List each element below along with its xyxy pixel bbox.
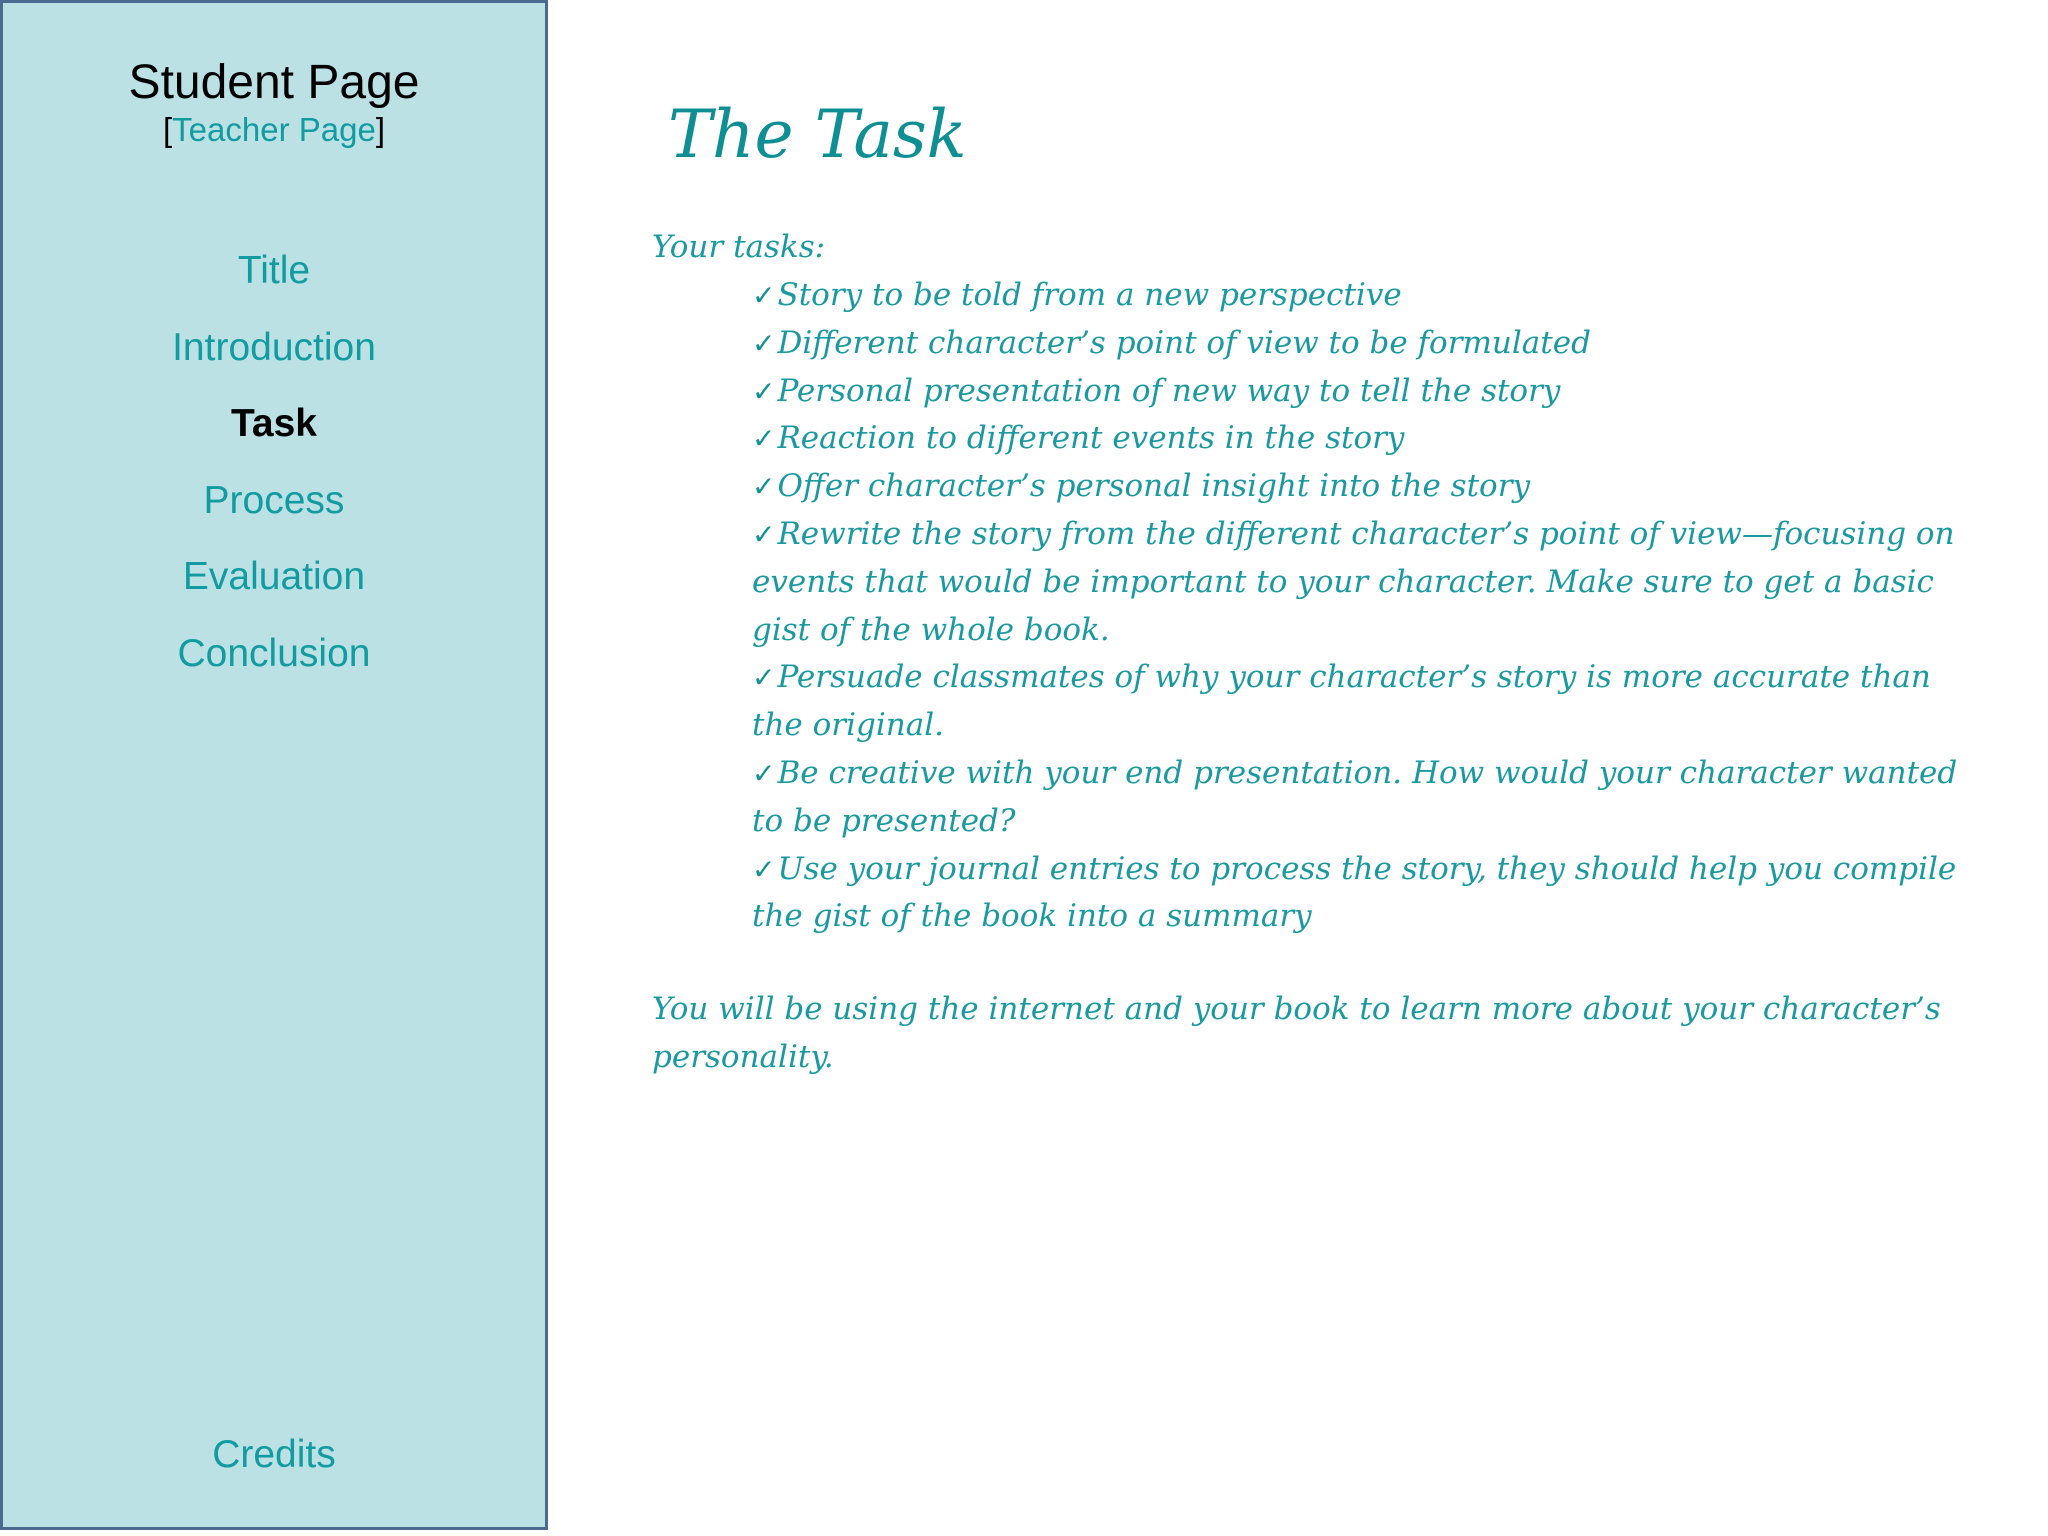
checkmark-icon: ✓ — [752, 756, 776, 790]
teacher-page-line — [3, 111, 545, 149]
list-item — [752, 654, 1982, 750]
task-text: Different character’s point of view to be formulated — [777, 324, 1591, 361]
task-text: Persuade classmates of why your character’s story is more accurate than the original. — [752, 659, 1931, 744]
checkmark-icon: ✓ — [752, 852, 776, 886]
checkmark-icon: ✓ — [752, 517, 776, 551]
task-text: Offer character’s personal insight into the story — [777, 468, 1531, 505]
task-text: Reaction to different events in the story — [777, 420, 1405, 457]
task-text: Rewrite the story from the different character’s point of view—focusing on events that would be important to your character. Make sure to get a basic gist of the whole book. — [752, 515, 1955, 648]
task-text: Use your journal entries to process the story, they should help you compile the gist of the book into a summary — [752, 850, 1957, 935]
task-text: Be creative with your end presentation. How would your character wanted to be presented? — [752, 754, 1958, 839]
checkmark-icon: ✓ — [752, 661, 776, 695]
section-nav — [3, 233, 545, 692]
list-item — [752, 511, 1982, 654]
list-item — [752, 368, 1982, 416]
task-list — [752, 272, 1982, 941]
checkmark-icon: ✓ — [752, 374, 776, 408]
tasks-intro: Your tasks: — [652, 229, 826, 265]
nav-item-introduction[interactable]: Introduction — [172, 325, 376, 369]
nav-item-credits[interactable]: Credits — [212, 1433, 336, 1476]
nav-item-evaluation[interactable]: Evaluation — [182, 555, 366, 598]
nav-item-task[interactable]: Task — [231, 402, 317, 445]
checkmark-icon: ✓ — [752, 326, 776, 360]
list-item — [752, 846, 1982, 942]
list-item — [752, 463, 1982, 511]
checkmark-icon: ✓ — [752, 279, 776, 312]
list-item — [752, 750, 1982, 846]
student-page-title: Student Page — [128, 56, 420, 109]
checkmark-icon: ✓ — [752, 470, 776, 504]
main-content — [652, 0, 1982, 1536]
list-item — [752, 320, 1982, 368]
checkmark-icon: ✓ — [752, 422, 776, 456]
bracket-open: [ — [163, 111, 173, 148]
sidebar-nav — [0, 0, 548, 1530]
closing-paragraph: You will be using the internet and your book to learn more about your character’s personality. — [652, 991, 1941, 1075]
sidebar-header — [3, 55, 545, 149]
task-text: Story to be told from a new perspective — [777, 277, 1402, 313]
list-item — [752, 272, 1982, 320]
nav-item-title[interactable]: Title — [237, 249, 311, 292]
bracket-close: ] — [375, 111, 385, 148]
nav-item-process[interactable]: Process — [203, 478, 345, 522]
teacher-page-link[interactable]: Teacher Page — [172, 111, 376, 148]
page-title: The Task — [668, 96, 967, 173]
nav-item-conclusion[interactable]: Conclusion — [177, 631, 371, 675]
list-item — [752, 415, 1982, 463]
task-text: Personal presentation of new way to tell the story — [777, 372, 1561, 409]
